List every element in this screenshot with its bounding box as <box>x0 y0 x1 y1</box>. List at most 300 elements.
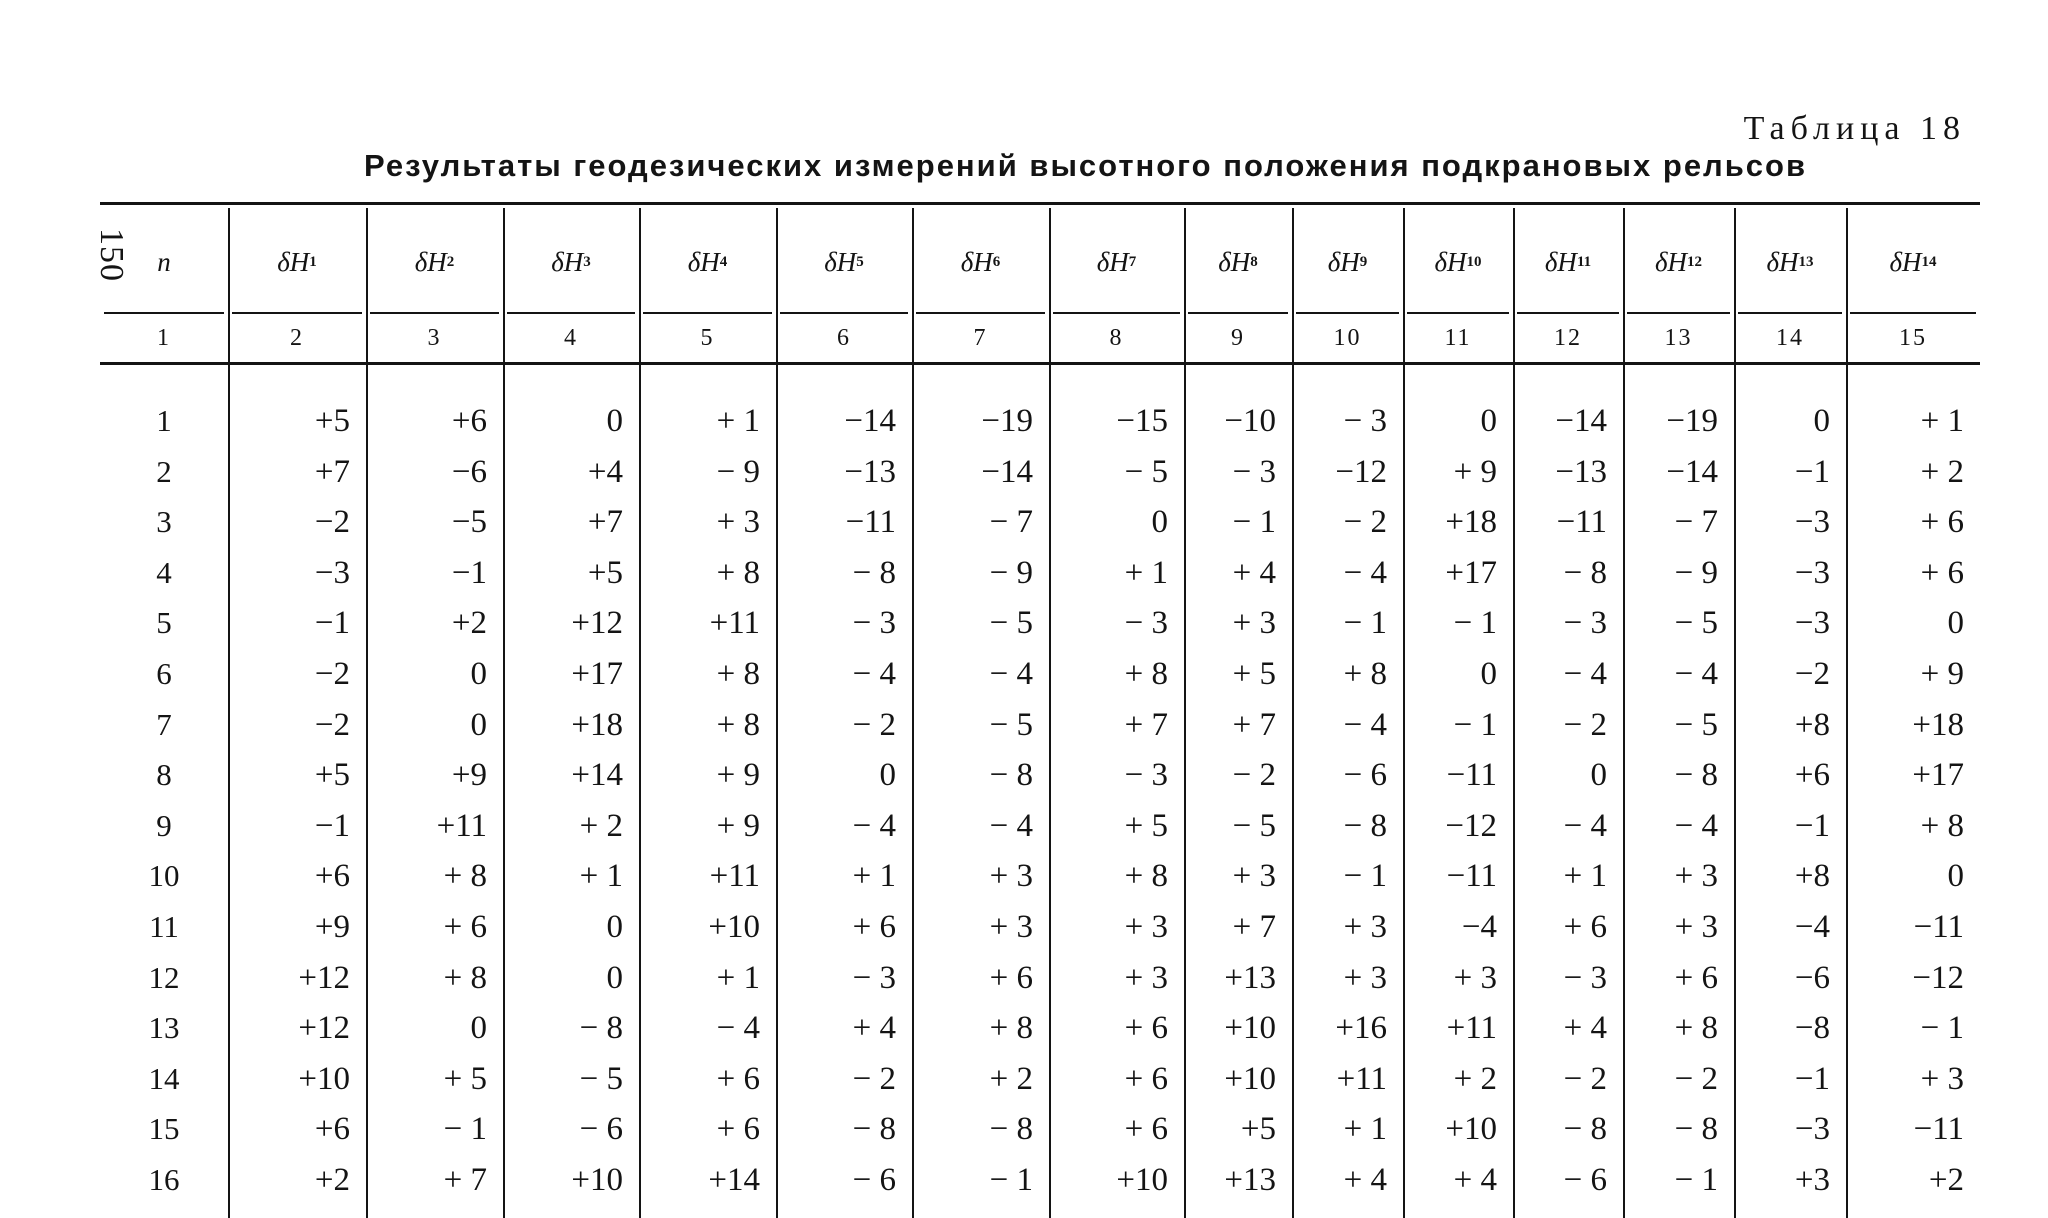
table-cell: + 8 <box>443 959 487 996</box>
table-cell: +10 <box>1224 1060 1276 1097</box>
table-cell: −10 <box>1224 402 1276 439</box>
table-cell: + 1 <box>1920 402 1964 439</box>
table-cell: +17 <box>1912 756 1964 793</box>
column-number: 3 <box>427 324 442 351</box>
header-subrule <box>507 312 635 314</box>
table-cell: +5 <box>587 554 623 591</box>
table-cell: +2 <box>451 604 487 641</box>
table-cell: −19 <box>1666 402 1718 439</box>
table-cell: + 7 <box>1232 706 1276 743</box>
row-index-cell: 3 <box>156 504 172 539</box>
table-row <box>100 953 1980 1003</box>
table-cell: + 3 <box>1124 959 1168 996</box>
table-cell: − 5 <box>989 604 1033 641</box>
table-cell: +2 <box>314 1161 350 1198</box>
column-header <box>776 232 912 292</box>
table-cell: + 8 <box>443 857 487 894</box>
table-cell: + 3 <box>1343 959 1387 996</box>
table-cell: − 4 <box>989 807 1033 844</box>
table-cell: −3 <box>1794 1110 1830 1147</box>
column-header-symbol: δH <box>1766 246 1799 277</box>
table-cell: + 6 <box>852 908 896 945</box>
column-number: 6 <box>837 324 851 351</box>
column-number: 10 <box>1333 324 1362 351</box>
table-cell: − 5 <box>1674 706 1718 743</box>
row-index-cell: 1 <box>156 403 172 438</box>
column-number: 5 <box>700 324 715 351</box>
header-subrule <box>1407 312 1509 314</box>
table-row <box>100 1104 1980 1154</box>
table-cell: − 8 <box>852 1110 896 1147</box>
table-cell: − 8 <box>989 756 1033 793</box>
table-cell: +11 <box>709 857 760 894</box>
table-cell: 0 <box>1813 402 1830 439</box>
row-index-cell: 15 <box>148 1111 180 1146</box>
table-label: Таблица 18 <box>1743 110 1966 147</box>
table-cell: −14 <box>1555 402 1607 439</box>
table-cell: − 1 <box>1453 706 1497 743</box>
table-cell: + 3 <box>716 503 760 540</box>
table-cell: + 2 <box>1453 1060 1497 1097</box>
column-header <box>1846 232 1980 292</box>
table-cell: +14 <box>571 756 623 793</box>
table-cell: + 9 <box>716 807 760 844</box>
column-header-subscript: 14 <box>1921 253 1937 270</box>
table-cell: + 1 <box>1124 554 1168 591</box>
table-cell: − 3 <box>1563 959 1607 996</box>
table-cell: + 6 <box>716 1110 760 1147</box>
table-cell: − 1 <box>1453 604 1497 641</box>
table-cell: − 5 <box>1232 807 1276 844</box>
column-header <box>1049 232 1184 292</box>
table-cell: + 6 <box>1124 1009 1168 1046</box>
column-number: 15 <box>1899 324 1927 351</box>
table-cell: 0 <box>470 706 487 743</box>
table-row <box>100 1054 1980 1104</box>
table-cell: +7 <box>314 453 350 490</box>
table-cell: + 3 <box>1674 857 1718 894</box>
table-cell: +10 <box>298 1060 350 1097</box>
table-cell: − 9 <box>716 453 760 490</box>
table-row <box>100 396 1980 446</box>
table-row <box>100 801 1980 851</box>
column-header <box>1292 232 1403 292</box>
table-cell: −12 <box>1912 959 1964 996</box>
column-header-symbol: δH <box>551 246 584 277</box>
table-cell: + 2 <box>1920 453 1964 490</box>
table-cell: +6 <box>314 857 350 894</box>
table-cell: +14 <box>708 1161 760 1198</box>
table-cell: +11 <box>436 807 487 844</box>
table-cell: +9 <box>451 756 487 793</box>
row-index-cell: 7 <box>156 707 172 742</box>
table-cell: + 1 <box>579 857 623 894</box>
column-number: 12 <box>1554 324 1582 351</box>
column-header <box>228 232 366 292</box>
column-header-symbol: δH <box>1654 246 1688 277</box>
table-cell: + 8 <box>1920 807 1964 844</box>
column-header-subscript: 1 <box>309 253 317 270</box>
column-header-subscript: 3 <box>583 253 591 270</box>
table-cell: +12 <box>298 959 350 996</box>
column-number: 2 <box>290 324 304 351</box>
table-cell: −11 <box>1913 1110 1964 1147</box>
table-row <box>100 497 1980 547</box>
column-number: 7 <box>973 324 988 351</box>
table-cell: +5 <box>314 756 350 793</box>
table-cell: +4 <box>587 453 623 490</box>
column-header <box>639 232 776 292</box>
row-index-cell: 5 <box>156 605 172 640</box>
column-header-symbol: δH <box>824 246 857 277</box>
column-header-symbol: n <box>157 246 171 277</box>
table-cell: − 6 <box>1563 1161 1607 1198</box>
header-subrule <box>1627 312 1730 314</box>
table-cell: +18 <box>1445 503 1497 540</box>
top-rule <box>100 202 1980 205</box>
table-cell: −11 <box>1556 503 1607 540</box>
table-cell: + 6 <box>1674 959 1718 996</box>
table-cell: 0 <box>606 959 623 996</box>
table-cell: −11 <box>1446 756 1497 793</box>
table-cell: +16 <box>1335 1009 1387 1046</box>
column-number: 8 <box>1109 324 1124 351</box>
column-header-symbol: δH <box>687 246 720 277</box>
table-cell: +2 <box>1928 1161 1964 1198</box>
table-cell: + 5 <box>1232 655 1276 692</box>
table-cell: + 1 <box>1343 1110 1387 1147</box>
column-header <box>1734 232 1846 292</box>
table-cell: + 3 <box>1124 908 1168 945</box>
table-cell: + 5 <box>1124 807 1168 844</box>
header-subrule <box>1850 312 1976 314</box>
table-cell: − 6 <box>1343 756 1387 793</box>
table-cell: +6 <box>451 402 487 439</box>
column-number: 14 <box>1776 324 1804 351</box>
column-header-symbol: δH <box>1434 246 1467 277</box>
table-cell: +12 <box>571 604 623 641</box>
column-header-symbol: δH <box>960 246 993 277</box>
table-row <box>100 1155 1980 1205</box>
table-cell: − 8 <box>1343 807 1387 844</box>
table-cell: − 1 <box>989 1161 1033 1198</box>
table-cell: 0 <box>606 402 623 439</box>
table-cell: −5 <box>451 503 487 540</box>
table-cell: +6 <box>1794 756 1830 793</box>
table-cell: − 8 <box>1674 1110 1718 1147</box>
table-cell: + 3 <box>1453 959 1497 996</box>
column-header-symbol: δH <box>414 246 447 277</box>
table-cell: 0 <box>1590 756 1607 793</box>
table-cell: + 6 <box>1563 908 1607 945</box>
table-cell: + 1 <box>716 959 760 996</box>
table-cell: + 8 <box>1343 655 1387 692</box>
table-cell: − 4 <box>1563 807 1607 844</box>
column-number: 13 <box>1664 324 1693 351</box>
header-subrule <box>780 312 908 314</box>
table-cell: + 1 <box>716 402 760 439</box>
table-cell: −2 <box>1794 655 1830 692</box>
table-cell: −2 <box>314 706 350 743</box>
table-cell: −19 <box>981 402 1033 439</box>
header-subrule <box>643 312 772 314</box>
table-cell: − 6 <box>852 1161 896 1198</box>
table-cell: − 8 <box>1563 554 1607 591</box>
table-cell: + 4 <box>1343 1161 1387 1198</box>
table-cell: − 9 <box>989 554 1033 591</box>
header-subrule <box>370 312 499 314</box>
table-cell: + 8 <box>716 706 760 743</box>
table-row <box>100 902 1980 952</box>
table-cell: −12 <box>1335 453 1387 490</box>
table-cell: +10 <box>1116 1161 1168 1198</box>
column-header-symbol: δH <box>1096 246 1129 277</box>
table-cell: − 3 <box>1124 604 1168 641</box>
table-cell: +17 <box>571 655 623 692</box>
table-title: Результаты геодезических измерений высотного положения подкрановых рельсов <box>364 148 1808 183</box>
table-cell: + 8 <box>1124 857 1168 894</box>
table-cell: −13 <box>1555 453 1607 490</box>
table-cell: −2 <box>314 503 350 540</box>
table-cell: +5 <box>1240 1110 1276 1147</box>
table-cell: − 3 <box>852 959 896 996</box>
table-cell: 0 <box>879 756 896 793</box>
header-subrule <box>916 312 1045 314</box>
table-cell: −11 <box>845 503 896 540</box>
table-cell: +10 <box>571 1161 623 1198</box>
table-cell: −14 <box>1666 453 1718 490</box>
column-header-symbol: δH <box>1889 246 1922 277</box>
column-header <box>100 232 228 292</box>
table-cell: −3 <box>1794 554 1830 591</box>
page-number-container <box>86 112 130 282</box>
table-cell: +18 <box>571 706 623 743</box>
table-cell: −11 <box>1913 908 1964 945</box>
table-cell: +7 <box>587 503 623 540</box>
table-cell: +13 <box>1224 959 1276 996</box>
table-cell: − 2 <box>852 706 896 743</box>
table-cell: +13 <box>1224 1161 1276 1198</box>
table-cell: 0 <box>1151 503 1168 540</box>
table-row <box>100 598 1980 648</box>
table-cell: +11 <box>1446 1009 1497 1046</box>
table-cell: −14 <box>844 402 896 439</box>
table-cell: +10 <box>708 908 760 945</box>
column-header-symbol: δH <box>1218 246 1251 277</box>
table-cell: − 2 <box>1232 756 1276 793</box>
table-cell: − 3 <box>1232 453 1276 490</box>
table-cell: +12 <box>298 1009 350 1046</box>
table-row <box>100 851 1980 901</box>
table-cell: − 1 <box>1232 503 1276 540</box>
column-header-symbol: δH <box>1544 246 1577 277</box>
table-cell: − 2 <box>852 1060 896 1097</box>
table-cell: 0 <box>1947 857 1964 894</box>
column-header-subscript: 9 <box>1359 253 1368 270</box>
table-cell: + 6 <box>1124 1060 1168 1097</box>
row-index-cell: 13 <box>148 1010 180 1045</box>
table-cell: + 8 <box>716 554 760 591</box>
table-cell: 0 <box>1947 604 1964 641</box>
header-bottom-rule <box>100 362 1980 365</box>
table-cell: − 4 <box>1343 706 1387 743</box>
column-number: 4 <box>564 324 578 351</box>
column-header-subscript: 13 <box>1798 253 1814 270</box>
column-header-subscript: 7 <box>1128 253 1137 270</box>
row-index-cell: 6 <box>156 656 172 691</box>
table-cell: 0 <box>470 655 487 692</box>
table-cell: − 9 <box>1674 554 1718 591</box>
table-cell: − 3 <box>852 604 896 641</box>
page-number: 150 <box>93 228 130 282</box>
table-cell: −3 <box>314 554 350 591</box>
table-cell: + 9 <box>1920 655 1964 692</box>
table-cell: + 2 <box>579 807 623 844</box>
table-cell: +6 <box>314 1110 350 1147</box>
table-cell: + 6 <box>716 1060 760 1097</box>
table-cell: − 4 <box>1674 807 1718 844</box>
column-header-subscript: 12 <box>1687 253 1703 270</box>
table-cell: − 5 <box>1124 453 1168 490</box>
column-header <box>1403 232 1513 292</box>
table-cell: − 4 <box>852 655 896 692</box>
table-cell: 0 <box>470 1009 487 1046</box>
column-header <box>366 232 503 292</box>
row-index-cell: 2 <box>156 454 172 489</box>
table-cell: + 3 <box>1232 604 1276 641</box>
table-cell: −2 <box>314 655 350 692</box>
table-cell: − 1 <box>443 1110 487 1147</box>
table-cell: − 8 <box>1674 756 1718 793</box>
table-cell: − 4 <box>1674 655 1718 692</box>
column-header-subscript: 11 <box>1576 253 1592 270</box>
table-cell: − 2 <box>1674 1060 1718 1097</box>
column-number: 9 <box>1231 324 1245 351</box>
column-header-subscript: 10 <box>1466 253 1482 270</box>
table-cell: + 6 <box>443 908 487 945</box>
table-cell: 0 <box>1480 655 1497 692</box>
table-cell: + 3 <box>1920 1060 1964 1097</box>
column-number: 1 <box>157 324 171 351</box>
table-cell: +8 <box>1794 706 1830 743</box>
table-cell: −15 <box>1116 402 1168 439</box>
table-cell: −1 <box>314 604 350 641</box>
row-index-cell: 10 <box>148 858 180 893</box>
table-cell: − 4 <box>989 655 1033 692</box>
table-cell: + 6 <box>989 959 1033 996</box>
table-cell: + 9 <box>716 756 760 793</box>
table-cell: + 3 <box>989 857 1033 894</box>
column-header <box>1184 232 1292 292</box>
table-cell: − 5 <box>579 1060 623 1097</box>
table-cell: − 3 <box>1343 402 1387 439</box>
table-cell: −6 <box>451 453 487 490</box>
column-number: 11 <box>1444 324 1472 351</box>
table-cell: − 5 <box>1674 604 1718 641</box>
column-header-subscript: 5 <box>856 253 864 270</box>
table-cell: −4 <box>1461 908 1497 945</box>
table-row <box>100 1003 1980 1053</box>
row-index-cell: 16 <box>148 1162 180 1197</box>
table-cell: − 4 <box>716 1009 760 1046</box>
column-header-symbol: δH <box>277 246 310 277</box>
table-cell: + 4 <box>1563 1009 1607 1046</box>
table-cell: − 6 <box>579 1110 623 1147</box>
table-cell: +3 <box>1794 1161 1830 1198</box>
table-cell: + 8 <box>1124 655 1168 692</box>
table-cell: + 8 <box>1674 1009 1718 1046</box>
table-cell: − 8 <box>989 1110 1033 1147</box>
table-cell: +8 <box>1794 857 1830 894</box>
row-index-cell: 8 <box>156 757 172 792</box>
table-cell: −6 <box>1794 959 1830 996</box>
table-cell: + 3 <box>1232 857 1276 894</box>
table-cell: 0 <box>606 908 623 945</box>
header-subrule <box>1738 312 1842 314</box>
table-cell: +9 <box>314 908 350 945</box>
table-cell: −4 <box>1794 908 1830 945</box>
table-cell: − 7 <box>1674 503 1718 540</box>
table-cell: − 5 <box>989 706 1033 743</box>
column-header-subscript: 4 <box>719 253 728 270</box>
column-header <box>1513 232 1623 292</box>
table-cell: + 6 <box>1920 554 1964 591</box>
table-cell: −1 <box>451 554 487 591</box>
table-cell: − 8 <box>1563 1110 1607 1147</box>
table-cell: − 4 <box>1343 554 1387 591</box>
table-cell: − 3 <box>1124 756 1168 793</box>
table-cell: −1 <box>314 807 350 844</box>
header-subrule <box>1053 312 1180 314</box>
table-cell: −14 <box>981 453 1033 490</box>
column-header <box>503 232 639 292</box>
table-cell: −3 <box>1794 503 1830 540</box>
table-cell: + 1 <box>852 857 896 894</box>
table-cell: − 4 <box>852 807 896 844</box>
table-cell: 0 <box>1480 402 1497 439</box>
table-cell: − 1 <box>1920 1009 1964 1046</box>
column-header-subscript: 6 <box>992 253 1001 270</box>
column-header <box>1623 232 1734 292</box>
table-cell: + 7 <box>443 1161 487 1198</box>
column-header-symbol: δH <box>1327 246 1360 277</box>
table-cell: +11 <box>709 604 760 641</box>
table-row <box>100 447 1980 497</box>
table-cell: + 3 <box>1343 908 1387 945</box>
row-index-cell: 14 <box>148 1061 180 1096</box>
row-index-cell: 12 <box>148 960 180 995</box>
table-cell: −8 <box>1794 1009 1830 1046</box>
header-subrule <box>1296 312 1399 314</box>
header-subrule <box>104 312 224 314</box>
table-cell: −3 <box>1794 604 1830 641</box>
column-header-subscript: 2 <box>446 253 455 270</box>
table-cell: + 6 <box>1920 503 1964 540</box>
table-cell: +11 <box>1336 1060 1387 1097</box>
table-cell: + 4 <box>1232 554 1276 591</box>
table-cell: − 2 <box>1563 706 1607 743</box>
table-cell: + 4 <box>1453 1161 1497 1198</box>
table-cell: − 8 <box>852 554 896 591</box>
table-cell: −1 <box>1794 453 1830 490</box>
table-cell: + 5 <box>443 1060 487 1097</box>
table-cell: + 6 <box>1124 1110 1168 1147</box>
table-cell: + 3 <box>1674 908 1718 945</box>
table-row <box>100 548 1980 598</box>
column-header <box>912 232 1049 292</box>
table-row <box>100 649 1980 699</box>
header-subrule <box>1188 312 1288 314</box>
